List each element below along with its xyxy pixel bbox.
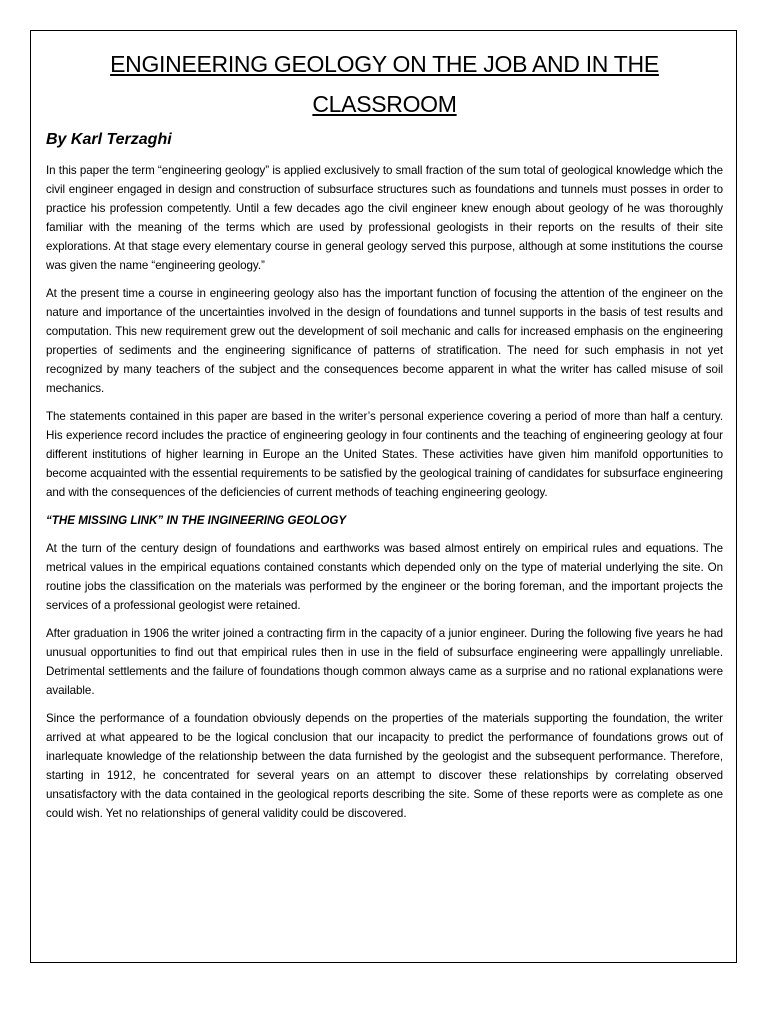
paragraph: Since the performance of a foundation obviously depends on the properties of the materials supporting the foundation, the writer arrived at what appeared to be the logical conclusion that our incapacity to predict the performance of foundations grows out of inarlequate knowledge of the relationship between the data furnished by the geologist and the subsequent performance. Therefore, starting in 1912, he concentrated for several years on an attempt to discover these relationships by correlating observed unsatisfactory with the data contained in the geological reports describing the site. Some of these reports were as complete as one could wish. Yet no relationships of general validity could be discovered. — [46, 712, 723, 820]
paragraph: At the turn of the century design of foundations and earthworks was based almost entirely on empirical rules and equations. The metrical values in the empirical equations contained constants which depended only on the type of material underlying the site. On routine jobs the classification on the materials was performed by the engineer or the boring foreman, and the important projects the services of a professional geologist were retained. — [46, 542, 723, 612]
document-title: ENGINEERING GEOLOGY ON THE JOB AND IN THE CLASSROOM — [110, 51, 659, 117]
document-body — [46, 44, 723, 832]
paragraph: The statements contained in this paper are based in the writer’s personal experience covering a period of more than half a century. His experience record includes the practice of engineering geology in four continents and the teaching of engineering geology at four different institutions of higher learning in Europe an the United States. These activities have given him manifold opportunities to become acquainted with the essential requirements to be satisfied by the geological training of candidates for subsurface engineering and with the consequences of the deficiencies of current methods of teaching engineering geology. — [46, 410, 723, 499]
document-author: By Karl Terzaghi — [46, 131, 172, 148]
paragraph: After graduation in 1906 the writer joined a contracting firm in the capacity of a junior engineer. During the following five years he had unusual opportunities to find out that empirical rules then in use in the field of subsurface engineering were appallingly unreliable. Detrimental settlements and the failure of foundations though common always came as a surprise and no rational explanations were available. — [46, 627, 723, 697]
paragraph: In this paper the term “engineering geology” is applied exclusively to small fraction of the sum total of geological knowledge which the civil engineer engaged in design and construction of subsurface structures such as foundations and tunnels must posses in order to practice his profession competently. Until a few decades ago the civil engineer knew enough about geology of he was thoroughly familiar with the meaning of the terms which are used by professional geologists in their reports on the results of their site explorations. At that stage every elementary course in general geology served this purpose, although at some institutions the course was given the name “engineering geology.” — [46, 164, 723, 272]
section-heading: “THE MISSING LINK” IN THE INGINEERING GEOLOGY — [46, 514, 347, 527]
paragraph: At the present time a course in engineering geology also has the important function of focusing the attention of the engineer on the nature and importance of the uncertainties involved in the design of foundations and tunnel supports in the basis of test results and computation. This new requirement grew out the development of soil mechanic and calls for increased emphasis on the engineering properties of sediments and the engineering significance of patterns of stratification. The need for such emphasis in not yet recognized by many teachers of the subject and the consequences become apparent in what the writer has called misuse of soil mechanics. — [46, 287, 723, 395]
